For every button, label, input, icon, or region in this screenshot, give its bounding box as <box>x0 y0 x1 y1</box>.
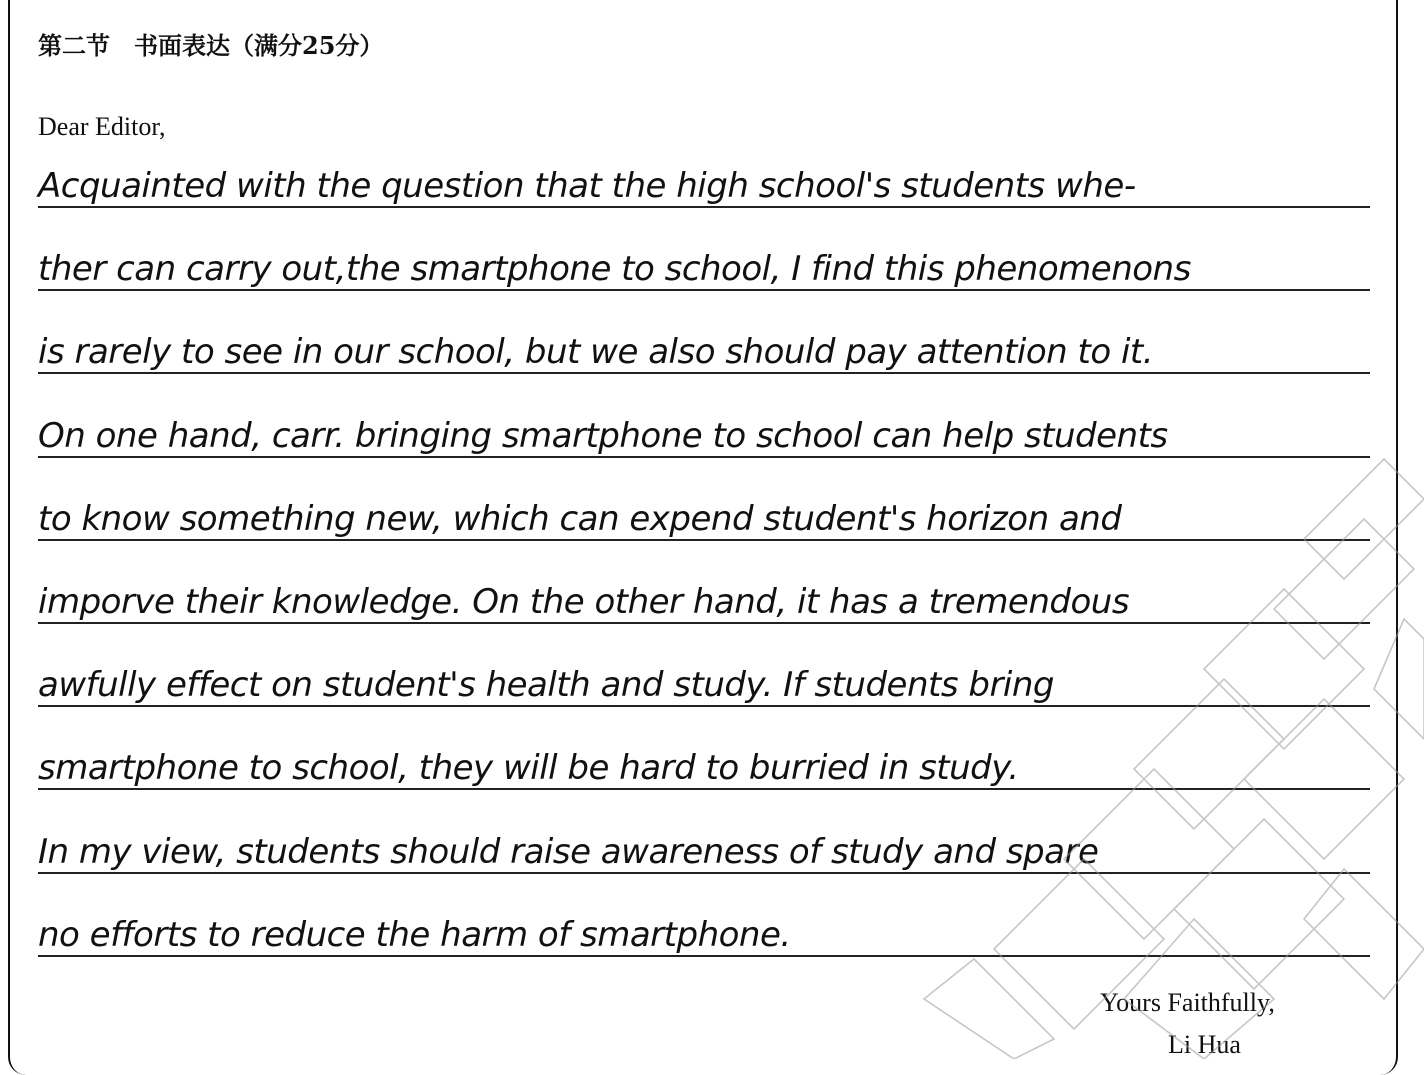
essay-line: is rarely to see in our school, but we also should pay attention to it. <box>38 332 1370 374</box>
essay-line: smartphone to school, they will be hard to burried in study. <box>38 748 1370 790</box>
essay-line: ther can carry out,the smartphone to school, I find this phenomenons <box>38 249 1370 291</box>
essay-line: no efforts to reduce the harm of smartphone. <box>38 915 1370 957</box>
salutation: Dear Editor, <box>38 112 166 141</box>
essay-line: Acquainted with the question that the high school's students whe- <box>38 166 1370 208</box>
essay-line: On one hand, carr. bringing smartphone to school can help students <box>38 416 1370 458</box>
signature: Li Hua <box>1168 1030 1241 1059</box>
essay-line: awfully effect on student's health and study. If students bring <box>38 665 1370 707</box>
section-heading: 第二节 书面表达（满分25分） <box>38 31 384 60</box>
essay-line: imporve their knowledge. On the other hand, it has a tremendous <box>38 582 1370 624</box>
closing: Yours Faithfully, <box>1100 988 1275 1017</box>
essay-line: to know something new, which can expend student's horizon and <box>38 499 1370 541</box>
essay-line: In my view, students should raise awareness of study and spare <box>38 832 1370 874</box>
watermark-logo <box>724 439 1424 1059</box>
